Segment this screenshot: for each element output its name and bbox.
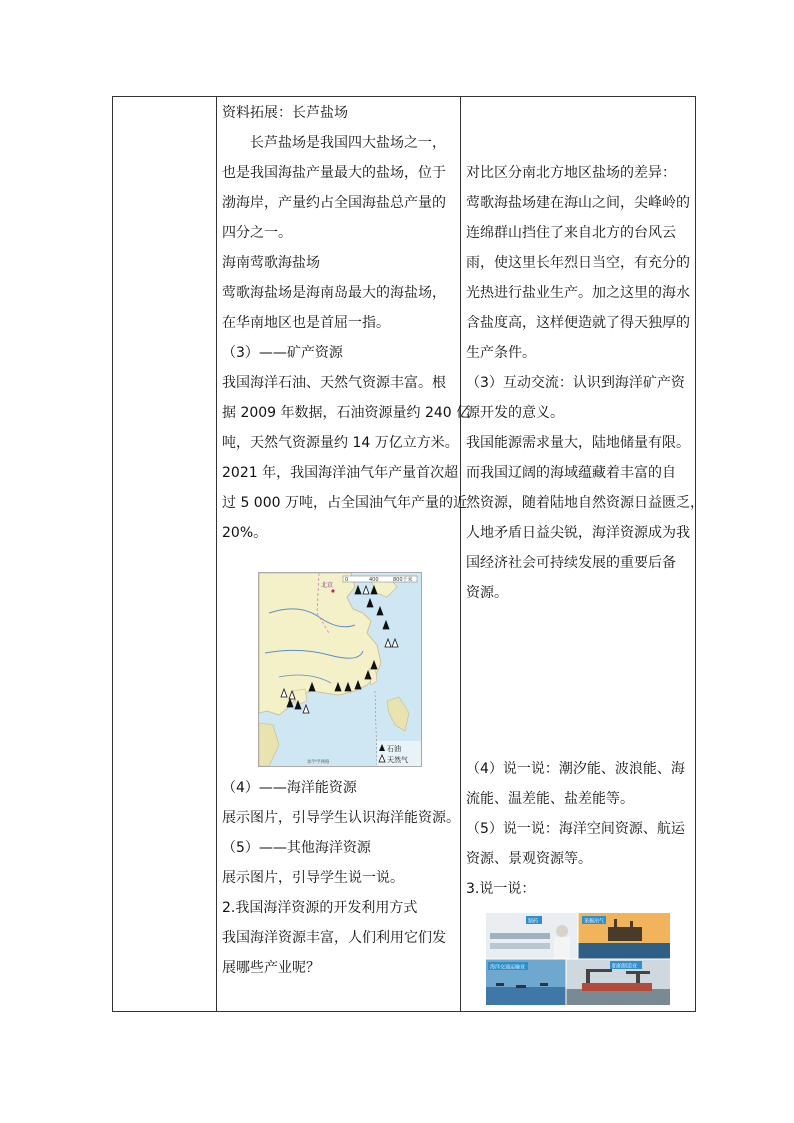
middle-top-text xyxy=(222,98,471,548)
text-line: 展示图片，引导学生认识海洋能资源。 xyxy=(222,810,460,826)
indochina-shape xyxy=(259,723,279,766)
scale-label: 0 xyxy=(345,577,349,583)
text-line: 海南莺歌海盐场 xyxy=(222,255,320,271)
text-line: 据 2009 年数据，石油资源量约 240 亿 xyxy=(222,405,471,421)
hainan-shape xyxy=(293,689,307,705)
text-line: 也是我国海盐产量最大的盐场，位于 xyxy=(222,165,446,181)
text-line: 而我国辽阔的海域蕴藏着丰富的自 xyxy=(466,465,676,481)
text-line: 连绵群山挡住了来自北方的台风云 xyxy=(466,225,676,241)
text-line: 展示图片，引导学生说一说。 xyxy=(222,870,404,886)
philippines-shape xyxy=(387,697,409,731)
text-line: 流能、温差能、盐差能等。 xyxy=(466,791,634,807)
text-line: （5）——其他海洋资源 xyxy=(222,840,371,856)
text-line: 国经济社会可持续发展的重要后备 xyxy=(466,555,676,571)
text-line: 资源。 xyxy=(466,585,508,601)
scale-label: 400 xyxy=(369,577,379,583)
text-line: 2021 年，我国海洋油气年产量首次超 xyxy=(222,465,459,481)
middle-bottom-text xyxy=(222,773,460,983)
map-credit: 加学学网格 xyxy=(307,760,330,765)
text-line: （3）互动交流：认识到海洋矿产资 xyxy=(466,375,685,391)
capital-marker xyxy=(331,589,334,592)
text-line: （3）——矿产资源 xyxy=(222,345,343,361)
column-divider xyxy=(216,97,217,1011)
industry-photo-collage xyxy=(486,913,670,1005)
text-line: 渤海岸，产量约占全国海盐总产量的 xyxy=(222,195,446,211)
gas-triangle-icon xyxy=(363,586,369,594)
oil-triangle-icon xyxy=(355,586,361,594)
text-line: 源开发的意义。 xyxy=(466,405,564,421)
text-line: 资料拓展：长芦盐场 xyxy=(222,105,348,121)
text-line: 生产条件。 xyxy=(466,345,536,361)
text-line: 对比区分南北方地区盐场的差异： xyxy=(466,165,676,181)
text-line: 在华南地区也是首屈一指。 xyxy=(222,315,390,331)
map-drawing xyxy=(259,573,421,766)
gas-triangle-icon xyxy=(303,705,309,713)
legend-label-oil: 石油 xyxy=(387,745,401,753)
right-top-text xyxy=(466,158,704,608)
text-line: （5）说一说：海洋空间资源、航运 xyxy=(466,821,685,837)
text-line: 莺歌海盐场建在海山之间，尖峰岭的 xyxy=(466,195,690,211)
text-line: 2.我国海洋资源的开发利用方式 xyxy=(222,900,418,916)
city-label: 北京 xyxy=(321,582,334,589)
text-line: 长芦盐场是我国四大盐场之一， xyxy=(250,135,446,151)
lesson-table xyxy=(112,96,704,1012)
offshore-oil-gas-map xyxy=(258,572,422,767)
legend-label-gas: 天然气 xyxy=(387,756,408,764)
text-line: 吨，天然气资源量约 14 万亿立方米。 xyxy=(222,435,459,451)
photo-collage-drawing xyxy=(486,913,670,1005)
oil-triangle-icon xyxy=(377,607,383,615)
text-line: 我国能源需求量大，陆地储量有限。 xyxy=(466,435,690,451)
column-divider xyxy=(460,97,461,1011)
text-line: 过 5 000 万吨，占全国油气年产量的近 xyxy=(222,495,467,511)
gas-triangle-icon xyxy=(385,639,391,647)
maritime-line xyxy=(375,691,377,766)
text-line: 莺歌海盐场是海南岛最大的海盐场， xyxy=(222,285,446,301)
text-line: 20%。 xyxy=(222,525,268,541)
text-line: 3.说一说： xyxy=(466,881,536,897)
gas-triangle-icon xyxy=(392,639,398,647)
photo-label-transport: 海洋交通运输业 xyxy=(490,964,526,971)
text-line: （4）说一说：潮汐能、波浪能、海 xyxy=(466,761,685,777)
scale-label: 800千米 xyxy=(393,577,413,583)
photo-label-mining: 采掘冶气 xyxy=(584,918,605,925)
text-line: 我国海洋石油、天然气资源丰富。根 xyxy=(222,375,446,391)
text-line: 雨，使这里长年烈日当空，有充分的 xyxy=(466,255,690,271)
text-line: 人地矛盾日益尖锐，海洋资源成为我 xyxy=(466,525,690,541)
text-line: 我国海洋资源丰富，人们利用它们发 xyxy=(222,930,446,946)
photo-label-shipbuilding: 船舶制造业 xyxy=(612,963,638,970)
text-line: 四分之一。 xyxy=(222,225,292,241)
text-line: 光热进行盐业生产。加之这里的海水 xyxy=(466,285,690,301)
oil-triangle-icon xyxy=(367,599,373,607)
text-line: 含盐度高，这样便造就了得天独厚的 xyxy=(466,315,690,331)
oil-triangle-icon xyxy=(383,621,389,629)
text-line: 资源、景观资源等。 xyxy=(466,851,592,867)
text-line: 展哪些产业呢？ xyxy=(222,960,320,976)
right-bottom-text xyxy=(466,754,685,904)
text-line: 然资源，随着陆地自然资源日益匮乏， xyxy=(466,495,704,511)
text-line: （4）——海洋能资源 xyxy=(222,780,357,796)
photo-label-pharma: 制药 xyxy=(528,918,539,925)
